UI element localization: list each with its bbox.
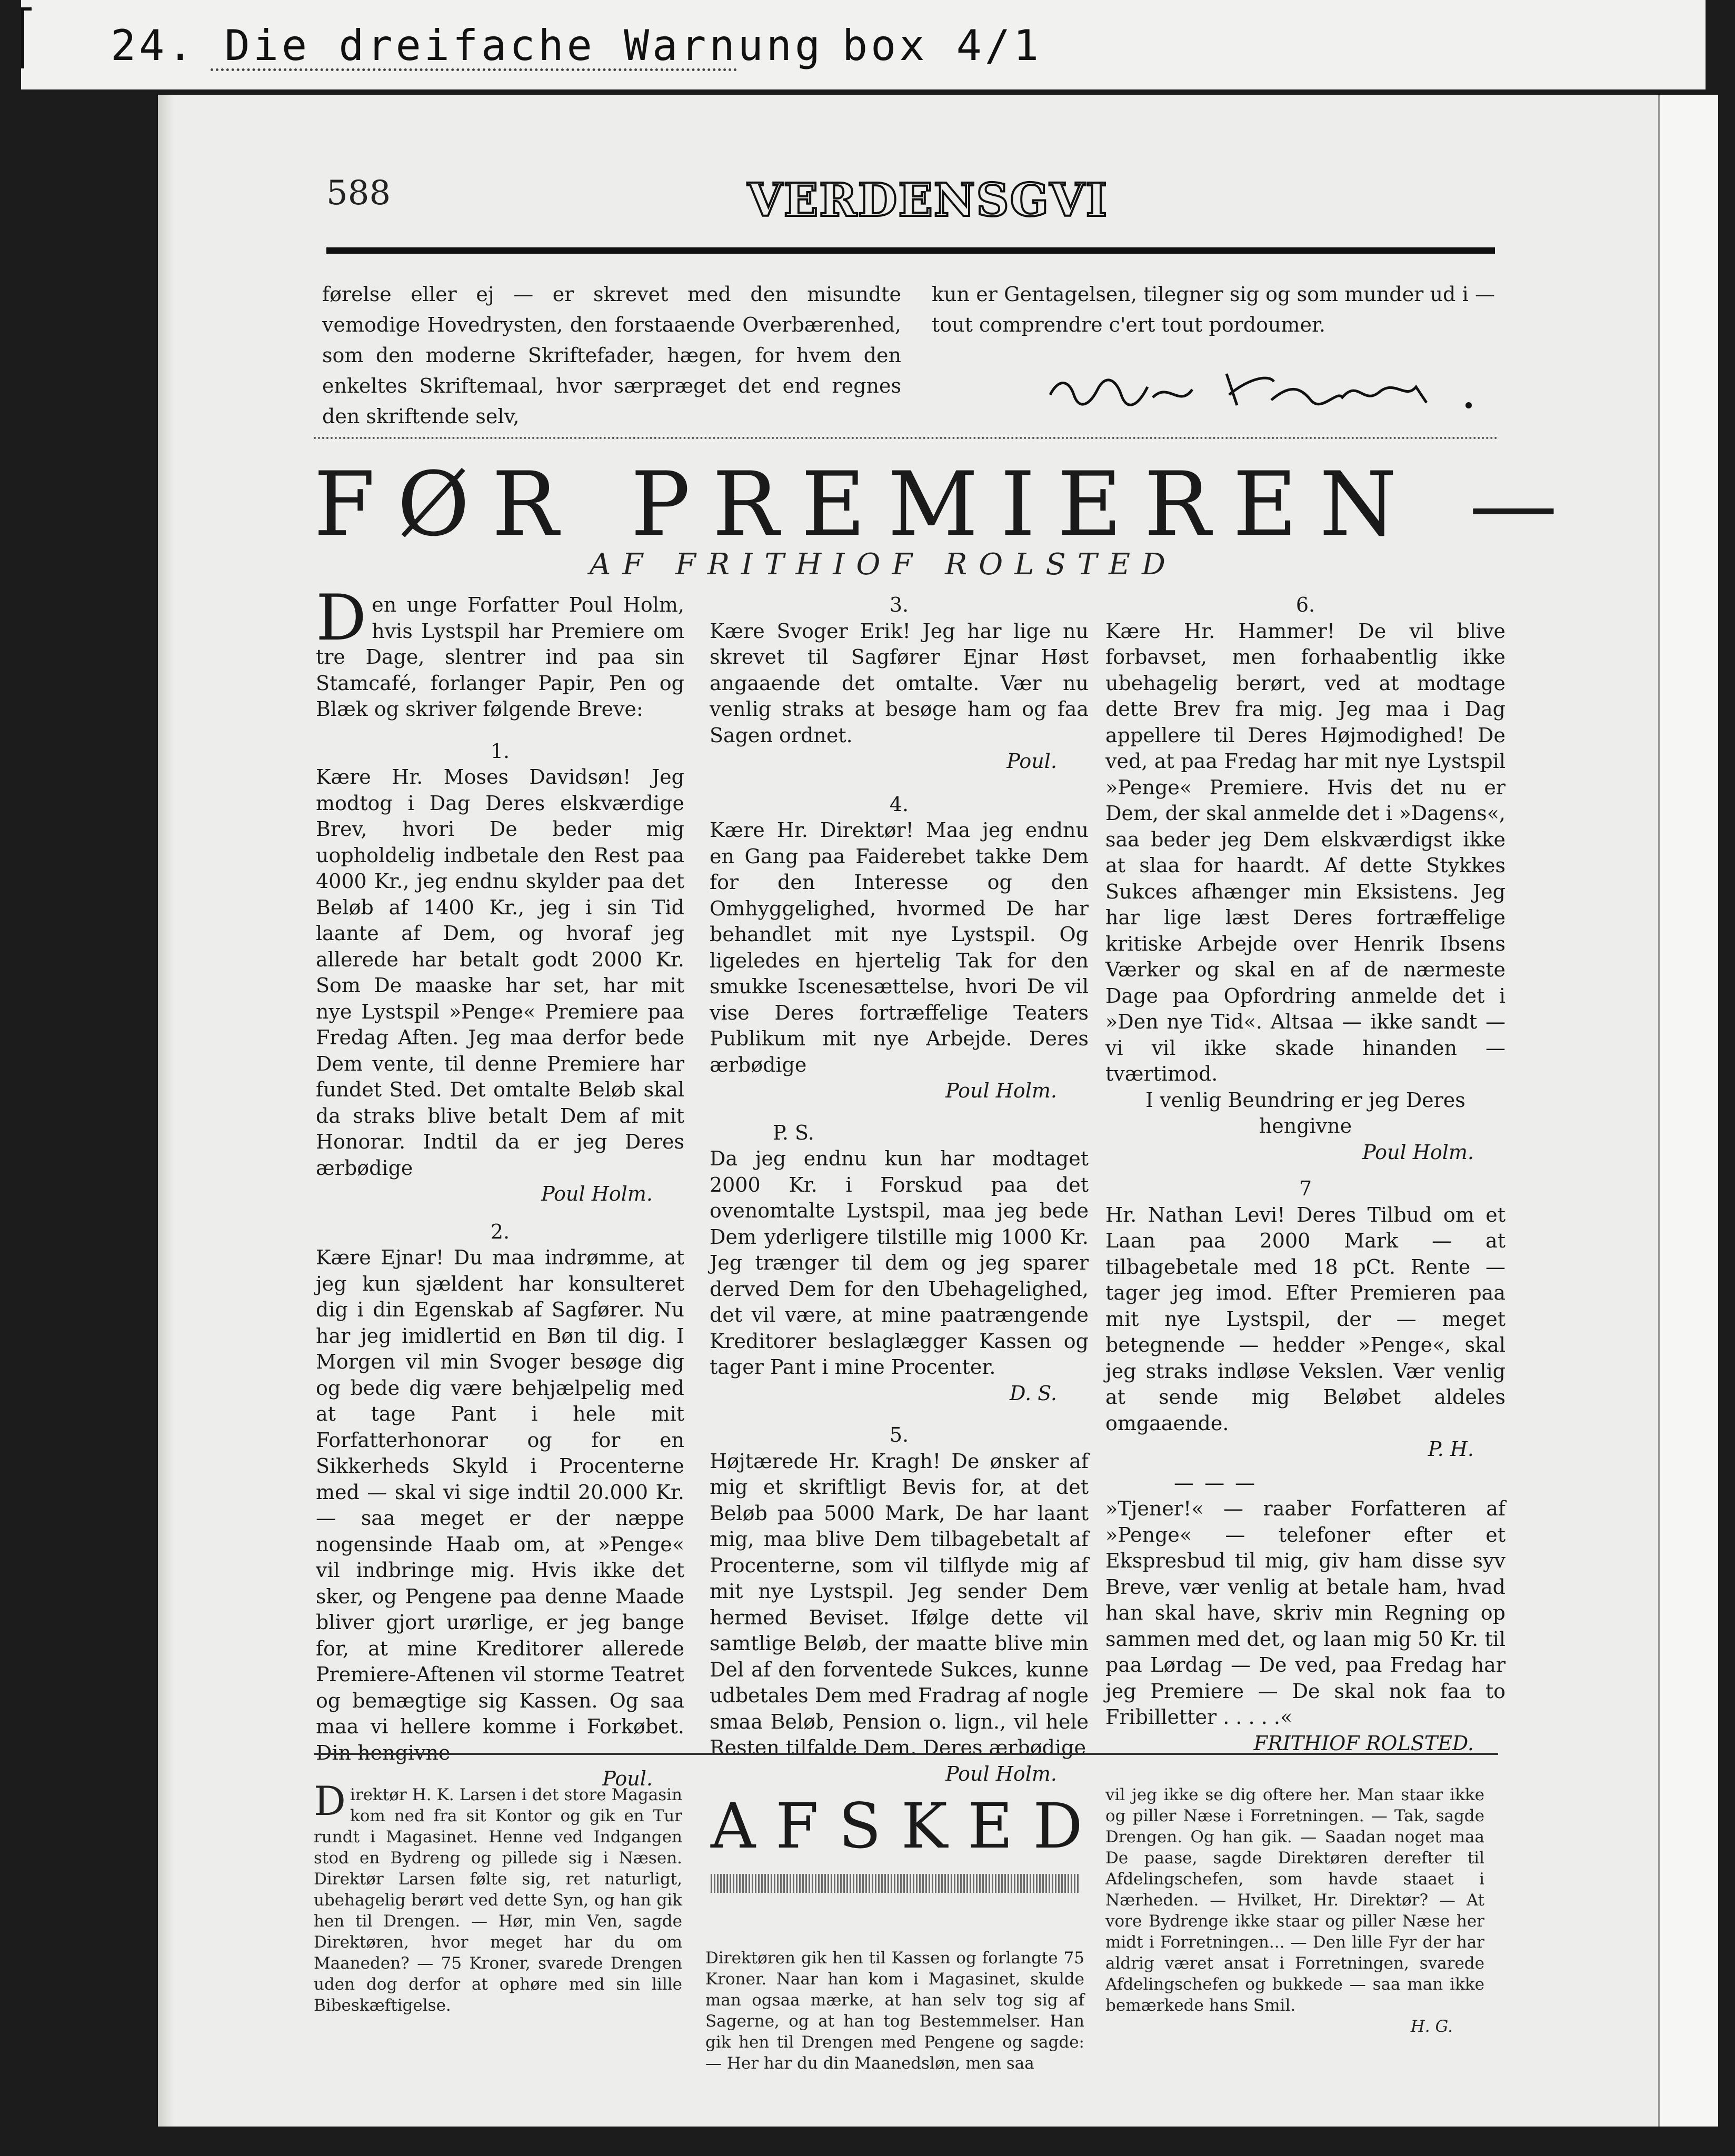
letter-number: 1.: [490, 739, 510, 763]
drop-cap: D: [314, 1778, 346, 1824]
masthead: [747, 174, 1108, 232]
article-column-3: [1105, 592, 1505, 1756]
letter-body: Kære Svoger Erik! Jeg har lige nu skrevet til Sagfører Ejnar Høst angaaende det omtalte. Vær nu venlig straks at besøge ham og faa Sagen ordnet.: [710, 619, 1089, 747]
afsked-ornament-rule: [711, 1874, 1079, 1893]
letter-signature: P. H.: [1428, 1438, 1474, 1461]
handwritten-signature: [1048, 358, 1495, 421]
letter-signature: Poul.: [1006, 750, 1057, 773]
letter-number: 7: [1299, 1177, 1312, 1200]
archive-label-title: 24. Die dreifache Warnung: [111, 21, 824, 70]
letter-body: Højtærede Hr. Kragh! De ønsker af mig et skriftligt Bevis for, at det Beløb paa 5000 Mark, De har laant mig, maa blive Dem tilbagebetalt af Procenterne, som vil tilflyde mig af mit nye Lystspil. Jeg sender Dem hermed Beviset. Ifølge dette vil samtlige Beløb, der maatte blive min Del af den forventede Sukces, kunne udbetales Dem med Fradrag af nogle smaa Beløb, Pension o. lign., vil hele Resten tilfalde Dem. Deres ærbødige: [710, 1449, 1089, 1759]
separator-dashes: — — —: [1174, 1471, 1258, 1494]
letter-signature: Poul Holm.: [1362, 1140, 1474, 1164]
letter-closing: I venlig Beundring er jeg Deres hengivne: [1145, 1088, 1465, 1137]
letter-number: 6.: [1295, 593, 1315, 616]
article-column-2: [710, 592, 1089, 1787]
letter-signature: Poul.: [602, 1767, 653, 1790]
author-signature: FRITHIOF ROLSTED.: [1253, 1731, 1474, 1755]
afsked-column-middle: Direktøren gik hen til Kassen og forlangte 75 Kroner. Naar han kom i Magasinet, skulde man ogsaa mærke, at han selv tog sig af Sagerne, og at han tog Bestemmelser. Han gik hen til Drengen med Pengene og sagde: — Her har du din Maanedsløn, men saa: [705, 1949, 1084, 2073]
afsked-left-text: irektør H. K. Larsen i det store Magasin kom ned fra sit Kontor og gik en Tur rundt i Magasinet. Henne ved Indgangen stod en Bydreng og pillede sig i Næsen. Direktør Larsen følte sig, ret naturligt, ubehagelig berørt ved dette Syn, og han gik hen til Drengen. — Hør, min Ven, sagde Direktøren, hvor meget har du om Maaneden? — 75 Kroner, svarede Drengen uden dog derfor at ophøre med sin lille Bibeskæftigelse.: [314, 1785, 682, 2015]
page-edge: [1658, 95, 1718, 2127]
page-shadow: [158, 95, 174, 2127]
afsked-right-text: vil jeg ikke se dig oftere her. Man staar ikke og piller Næse i Forretningen. — Tak, sagde Drengen. Og han gik. — Saadan noget maa De paase, sagde Direktøren derefter til Afdelingschefen, som havde staaet i Nærheden. — Hvilket, Hr. Direktør? — At vore Bydrenge ikke staar og piller Næse her midt i Forretningen... — Den lille Fyr der har aldrig været ansat i Forretningen, svarede Afdelingschefen og bukkede — saa man ikke bemærkede hans Smil.: [1105, 1785, 1484, 2015]
section-divider: [314, 437, 1498, 439]
letter-body: Hr. Nathan Levi! Deres Tilbud om et Laan paa 2000 Mark — at tilbagebetale med 18 pCt. Rente — tager jeg imod. Efter Premieren paa mit nye Lystspil, der — meget betegnende — hedder »Penge«, skal jeg straks indløse Vekslen. Vær venlig at sende mig Beløbet aldeles omgaaende.: [1105, 1203, 1505, 1435]
afsked-column-right: [1105, 1784, 1484, 2037]
letter-body: Kære Hr. Direktør! Maa jeg endnu en Gang paa Faiderebet takke Dem for den Interesse og den Omhyggelighed, hvormed De har behandlet mit nye Lystspil. Og ligeledes en hjertelig Tak for den smukke Iscenesættelse, hvori De vil vise Deres fortræffelige Teaters Publikum mit nye Arbejde. Deres ærbødige: [710, 819, 1089, 1076]
afsked-signature: H. G.: [1410, 2017, 1453, 2036]
article-title: FØR PREMIEREN —: [314, 453, 1580, 556]
archive-box-number: box 4/1: [842, 21, 1042, 70]
intro-paragraph: [316, 582, 684, 723]
article-byline: AF FRITHIOF ROLSTED: [590, 547, 1177, 582]
postscript-body: Da jeg endnu kun har modtaget 2000 Kr. i Forskud paa det ovenomtalte Lystspil, maa jeg bede Dem yderligere tilstille mig 1000 Kr. Jeg trænger til dem og jeg sparer derved Dem for den Ubehagelighed, det vil være, at mine paatrængende Kreditorer beslaglægger Kassen og tager Pant i mine Procenter.: [710, 1147, 1089, 1379]
previous-article-text-left: førelse eller ej — er skrevet med den misundte vemodige Hovedrysten, den forstaaende Overbærenhed, som den moderne Skriftefader, hægen, for hvem den enkeltes Skriftemaal, hvor særpræget det end regnes den skriftende selv,: [322, 283, 901, 428]
letter-body: Kære Hr. Hammer! De vil blive forbavset, men forhaabentlig ikke ubehagelig berørt, ved at modtage dette Brev fra mig. Jeg maa i Dag appellere til Deres Højmodighed! De ved, at paa Fredag har mit nye Lystspil »Penge« Premiere. Hvis det nu er Dem, der skal anmelde det i »Dagens«, saa beder jeg Dem elskværdigst ikke at slaa for haardt. Af dette Stykkes Sukces afhænger min Eksistens. Jeg har lige læst Deres fortræffelige kritiske Arbejde over Henrik Ibsens Værker og skal en af de nærmeste Dage paa Opfordring anmelde det i »Den nye Tid«. Altsaa — ikke sandt — vi vil ikke skade hinanden — tværtimod.: [1105, 619, 1505, 1085]
letter-number: 2.: [490, 1220, 510, 1243]
masthead-text: VERDENSGVI: [747, 174, 1108, 227]
letter-number: 3.: [889, 593, 909, 616]
letter-body: Kære Hr. Moses Davidsøn! Jeg modtog i Dag Deres elskværdige Brev, hvori De beder mig uopholdelig indbetale den Rest paa 4000 Kr., jeg endnu skylder paa det Beløb af 1400 Kr., jeg i sin Tid laante af Dem, og hvoraf jeg allerede har betalt godt 2000 Kr. Som De maaske har set, har mit nye Lystspil »Penge« Premiere paa Fredag Aften. Jeg maa derfor bede Dem vente, til denne Premiere har fundet Sted. Det omtalte Beløb skal da straks blive betalt Dem af mit Honorar. Indtil da er jeg Deres ærbødige: [316, 765, 684, 1180]
article-column-1: [316, 582, 684, 1792]
lower-section-divider: [314, 1753, 1498, 1755]
ending-paragraph: »Tjener!« — raaber Forfatteren af »Penge« — telefoner efter et Ekspresbud til mig, giv ham disse syv Breve, vær venlig at betale ham, hvad han skal have, skriv min Regning op sammen med det, og laan mig 50 Kr. til paa Lørdag — De ved, paa Fredag har jeg Premiere — De skal nok faa to Fribilletter . . . . .«: [1105, 1497, 1505, 1729]
header-rule: [326, 247, 1495, 254]
postscript-signature: D. S.: [1009, 1381, 1057, 1405]
page-number: 588: [326, 174, 391, 213]
letter-number: 5.: [889, 1423, 909, 1446]
letter-signature: Poul Holm.: [945, 1079, 1057, 1102]
letter-signature: Poul Holm.: [541, 1182, 653, 1205]
postscript-heading: P. S.: [773, 1121, 814, 1144]
label-underline: [211, 68, 737, 71]
previous-article-text-right: kun er Gentagelsen, tilegner sig og som munder ud i — tout comprendre c'ert tout pordoumer.: [932, 283, 1495, 336]
afsked-title: AFSKED: [711, 1790, 1103, 1862]
letter-number: 4.: [889, 792, 909, 816]
drop-cap: D: [316, 582, 367, 655]
letter-body: Kære Ejnar! Du maa indrømme, at jeg kun sjældent har konsulteret dig i din Egenskab af Sagfører. Nu har jeg imidlertid en Bøn til dig. I Morgen vil min Svoger besøge dig og bede dig være behjælpelig med at tage Pant i hele mit Forfatterhonorar og for en Sikkerheds Skyld i Procenterne med — skal vi sige indtil 20.000 Kr. — saa meget er der næppe nogensinde Haab om, at »Penge« vil indbringe mig. Hvis ikke det sker, og Pengene paa denne Maade bliver gjort urørlige, er jeg bange for, at mine Kreditorer allerede Premiere-Aftenen vil storme Teatret og bemægtige sig Kassen. Og saa maa vi hellere komme i Forkøbet. Din hengivne: [316, 1246, 684, 1764]
intro-text: en unge Forfatter Poul Holm, hvis Lystspil har Premiere om tre Dage, slentrer ind paa sin Stamcafé, forlanger Papir, Pen og Blæk og skriver følgende Breve:: [316, 593, 684, 721]
corner-mark: [21, 7, 32, 68]
letter-signature: Poul Holm.: [945, 1762, 1057, 1785]
